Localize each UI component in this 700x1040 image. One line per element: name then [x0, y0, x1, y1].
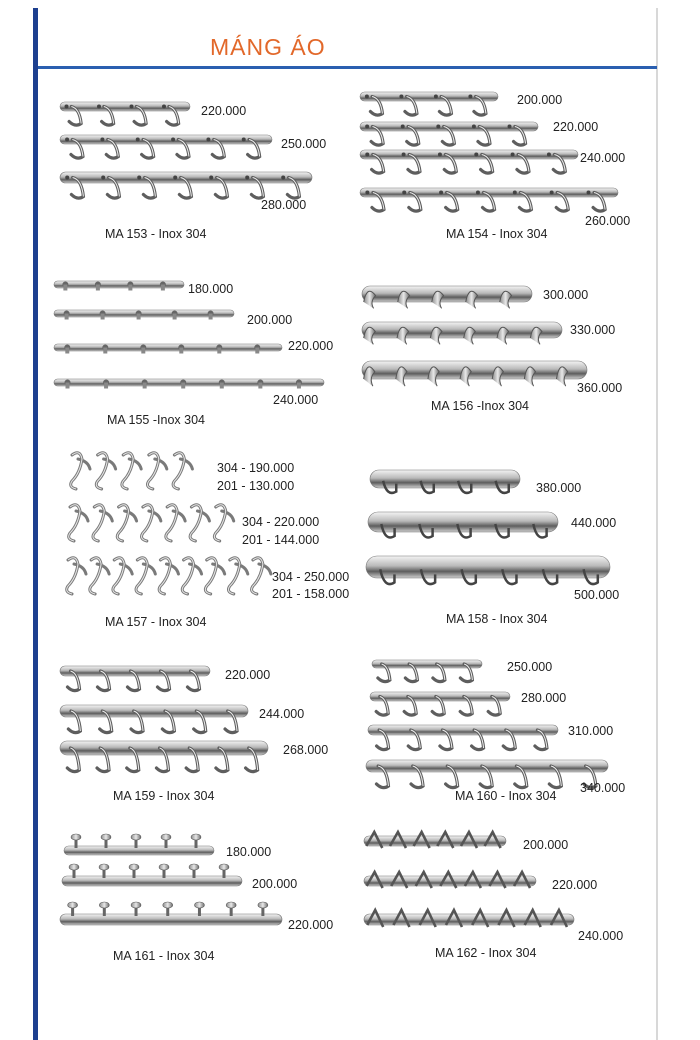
ma154-price-1: 200.000	[517, 93, 563, 107]
ma155-price-1: 180.000	[188, 282, 234, 296]
ma154-price-4: 260.000	[585, 214, 631, 228]
ma158-price-2: 440.000	[571, 516, 617, 530]
page-title: MÁNG ÁO	[210, 34, 326, 60]
ma155-price-4: 240.000	[273, 393, 319, 407]
ma161-price-3: 220.000	[288, 918, 334, 932]
ma157-price-1: 304 - 190.000	[217, 461, 295, 475]
ma159-price-3: 268.000	[283, 743, 329, 757]
ma162-rail-1	[364, 832, 506, 848]
ma153-caption: MA 153 - Inox 304	[105, 227, 207, 241]
ma158-price-1: 380.000	[536, 481, 582, 495]
ma156-price-1: 300.000	[543, 288, 589, 302]
ma161-caption: MA 161 - Inox 304	[113, 949, 215, 963]
ma156-price-3: 360.000	[577, 381, 623, 395]
ma160-price-4: 340.000	[580, 781, 626, 795]
ma158-price-3: 500.000	[574, 588, 620, 602]
ma155-caption: MA 155 -Inox 304	[107, 413, 205, 427]
ma162-caption: MA 162 - Inox 304	[435, 946, 537, 960]
ma153-price-1: 220.000	[201, 104, 247, 118]
ma157-price-3: 304 - 220.000	[242, 515, 320, 529]
ma162-rail-3	[364, 910, 574, 927]
ma153-price-3: 280.000	[261, 198, 307, 212]
ma156-caption: MA 156 -Inox 304	[431, 399, 529, 413]
ma153-price-2: 250.000	[281, 137, 327, 151]
ma161-price-2: 200.000	[252, 877, 298, 891]
ma157-caption: MA 157 - Inox 304	[105, 615, 207, 629]
ma162-rail-2	[364, 872, 536, 888]
ma159-price-2: 244.000	[259, 707, 305, 721]
ma155-price-3: 220.000	[288, 339, 334, 353]
ma162-price-1: 200.000	[523, 838, 569, 852]
ma160-price-1: 250.000	[507, 660, 553, 674]
ma160-price-2: 280.000	[521, 691, 567, 705]
ma159-caption: MA 159 - Inox 304	[113, 789, 215, 803]
ma154-price-2: 220.000	[553, 120, 599, 134]
ma157-price-6: 201 - 158.000	[272, 587, 350, 601]
ma154-price-3: 240.000	[580, 151, 626, 165]
ma156-price-2: 330.000	[570, 323, 616, 337]
ma160-price-3: 310.000	[568, 724, 614, 738]
ma161-price-1: 180.000	[226, 845, 272, 859]
ma157-price-4: 201 - 144.000	[242, 533, 320, 547]
ma155-price-2: 200.000	[247, 313, 293, 327]
ma157-price-2: 201 - 130.000	[217, 479, 295, 493]
ma160-caption: MA 160 - Inox 304	[455, 789, 557, 803]
ma157-price-5: 304 - 250.000	[272, 570, 350, 584]
ma158-caption: MA 158 - Inox 304	[446, 612, 548, 626]
ma159-price-1: 220.000	[225, 668, 271, 682]
ma154-caption: MA 154 - Inox 304	[446, 227, 548, 241]
ma162-price-2: 220.000	[552, 878, 598, 892]
ma162-price-3: 240.000	[578, 929, 624, 943]
